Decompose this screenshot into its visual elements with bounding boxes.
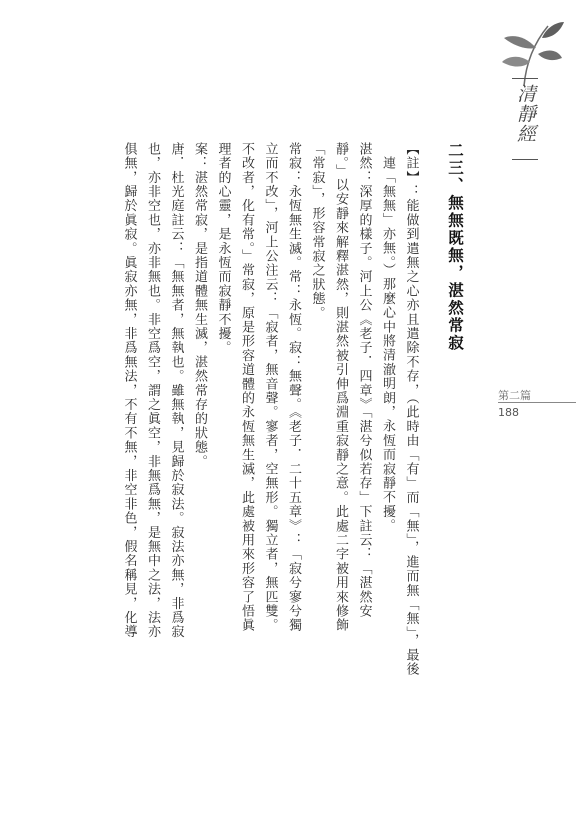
section-label: 第二篇 <box>498 389 531 402</box>
book-title: 清靜經 <box>514 84 536 144</box>
text-line: 【註】：能做到遣無之心亦且遣除不存，（此時由「有」而「無」，進而無「無」，最後 <box>403 142 419 677</box>
book-logo <box>496 18 566 153</box>
text-line: 常寂：永恆無生滅。常：永恆。寂：無聲。《老子．二十五章》：「寂兮寥兮獨 <box>286 142 301 633</box>
text-line: 唐．杜光庭註云：「無無者，無執也。雖無執，見歸於寂法。寂法亦無，非爲寂 <box>168 142 184 639</box>
text-line: 案：湛然常寂，是指道體無生滅，湛然常存的狀態。 <box>192 142 207 469</box>
text-line: 俱無，歸於眞寂。眞寂亦無，非爲無法，不有不無，非空非色，假名稱見，化導 <box>121 142 137 639</box>
vertical-text-body <box>121 142 466 752</box>
section-divider <box>498 402 576 403</box>
text-line: 「常寂」，形容常寂之狀態。 <box>309 142 325 321</box>
text-line: 立而不改」，河上公注云：「寂者，無音聲。寥者，空無形。獨立者，無匹雙。 <box>262 142 278 633</box>
text-line: 不改者，化有常。」常寂，原是形容道體的永恆無生滅，此處被用來形容了悟眞 <box>239 142 254 633</box>
text-line: 理者的心靈，是永恆而寂靜不擾。 <box>215 142 231 355</box>
text-line: 靜。」以安靜來解釋湛然，則湛然被引伸爲淵重寂靜之意。此處二字被用來修飾 <box>333 142 348 633</box>
section-heading: 二三、無無既無，湛然常寂 <box>446 142 464 352</box>
page-number: 188 <box>498 406 519 419</box>
text-line: 湛然：深厚的樣子。河上公《老子．四章》「湛兮似若存」下註云：「湛然安 <box>356 142 372 619</box>
text-line: 連「無無」亦無。）那麼心中將清澈明朗，永恆而寂靜不擾。 <box>380 156 395 533</box>
text-line: 也，亦非空也，亦非無也。非空爲空，謂之眞空，非無爲無，是無中之法，法亦 <box>145 142 160 639</box>
